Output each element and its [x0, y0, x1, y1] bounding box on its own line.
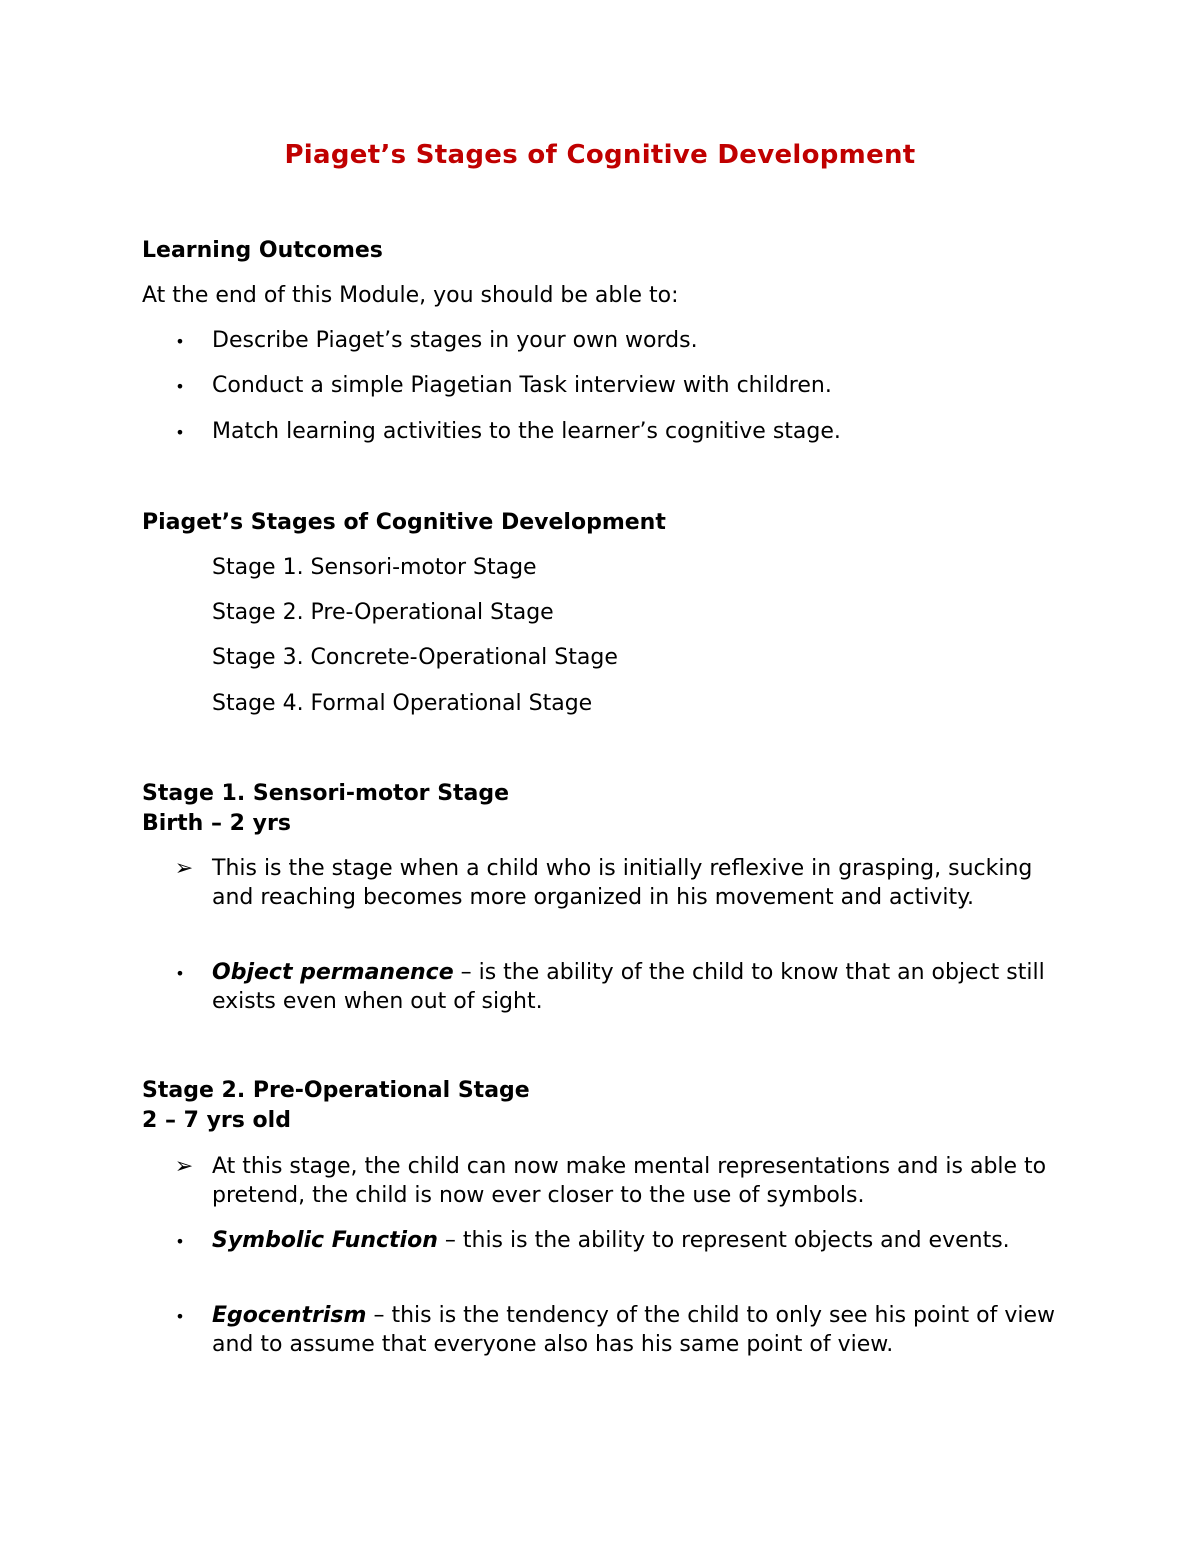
stage2-heading: Stage 2. Pre-Operational Stage: [142, 1078, 530, 1103]
stage-list-item: Stage 4. Formal Operational Stage: [212, 691, 593, 716]
stage1-term-item: [212, 958, 1072, 1016]
stage2-term-item: [212, 1301, 1072, 1359]
learning-outcomes-heading: Learning Outcomes: [142, 238, 383, 263]
document-title: Piaget’s Stages of Cognitive Development: [284, 140, 916, 170]
stage1-age: Birth – 2 yrs: [142, 811, 291, 836]
bullet-icon: •: [175, 1307, 185, 1326]
stage-list-item: Stage 3. Concrete-Operational Stage: [212, 645, 618, 670]
stage-list-item: Stage 1. Sensori-motor Stage: [212, 555, 537, 580]
term-definition: – is the ability of the child to know that an object still exists even when out of sight.: [212, 960, 1045, 1014]
term-definition: – this is the ability to represent objects and events.: [437, 1228, 1010, 1253]
stage1-heading: Stage 1. Sensori-motor Stage: [142, 781, 510, 806]
term-symbolic-function: Symbolic Function: [212, 1228, 438, 1253]
outcome-item: Match learning activities to the learner’s cognitive stage.: [212, 419, 841, 444]
arrow-bullet-icon: ➢: [174, 1154, 194, 1179]
bullet-icon: •: [175, 423, 185, 442]
stage2-description: At this stage, the child can now make mental representations and is able to pretend, the child is now ever closer to the use of symbols.: [212, 1154, 1047, 1208]
bullet-icon: •: [175, 332, 185, 351]
stages-overview-heading: Piaget’s Stages of Cognitive Development: [142, 510, 666, 535]
stage2-age: 2 – 7 yrs old: [142, 1108, 291, 1133]
stage2-term-item: [212, 1226, 1072, 1255]
bullet-icon: •: [175, 964, 185, 983]
bullet-icon: •: [175, 1232, 185, 1251]
term-definition: – this is the tendency of the child to only see his point of view and to assume that everyone also has his same point of view.: [212, 1303, 1056, 1357]
arrow-bullet-icon: ➢: [174, 856, 194, 881]
learning-outcomes-intro: At the end of this Module, you should be able to:: [142, 283, 679, 308]
term-egocentrism: Egocentrism: [212, 1303, 367, 1328]
stage1-description: This is the stage when a child who is initially reflexive in grasping, sucking and reaching becomes more organized in his movement and activity.: [212, 856, 1033, 910]
stage-list-item: Stage 2. Pre-Operational Stage: [212, 600, 554, 625]
outcome-item: Conduct a simple Piagetian Task interview with children.: [212, 373, 832, 398]
outcome-item: Describe Piaget’s stages in your own words.: [212, 328, 698, 353]
bullet-icon: •: [175, 377, 185, 396]
term-object-permanence: Object permanence: [212, 960, 454, 985]
